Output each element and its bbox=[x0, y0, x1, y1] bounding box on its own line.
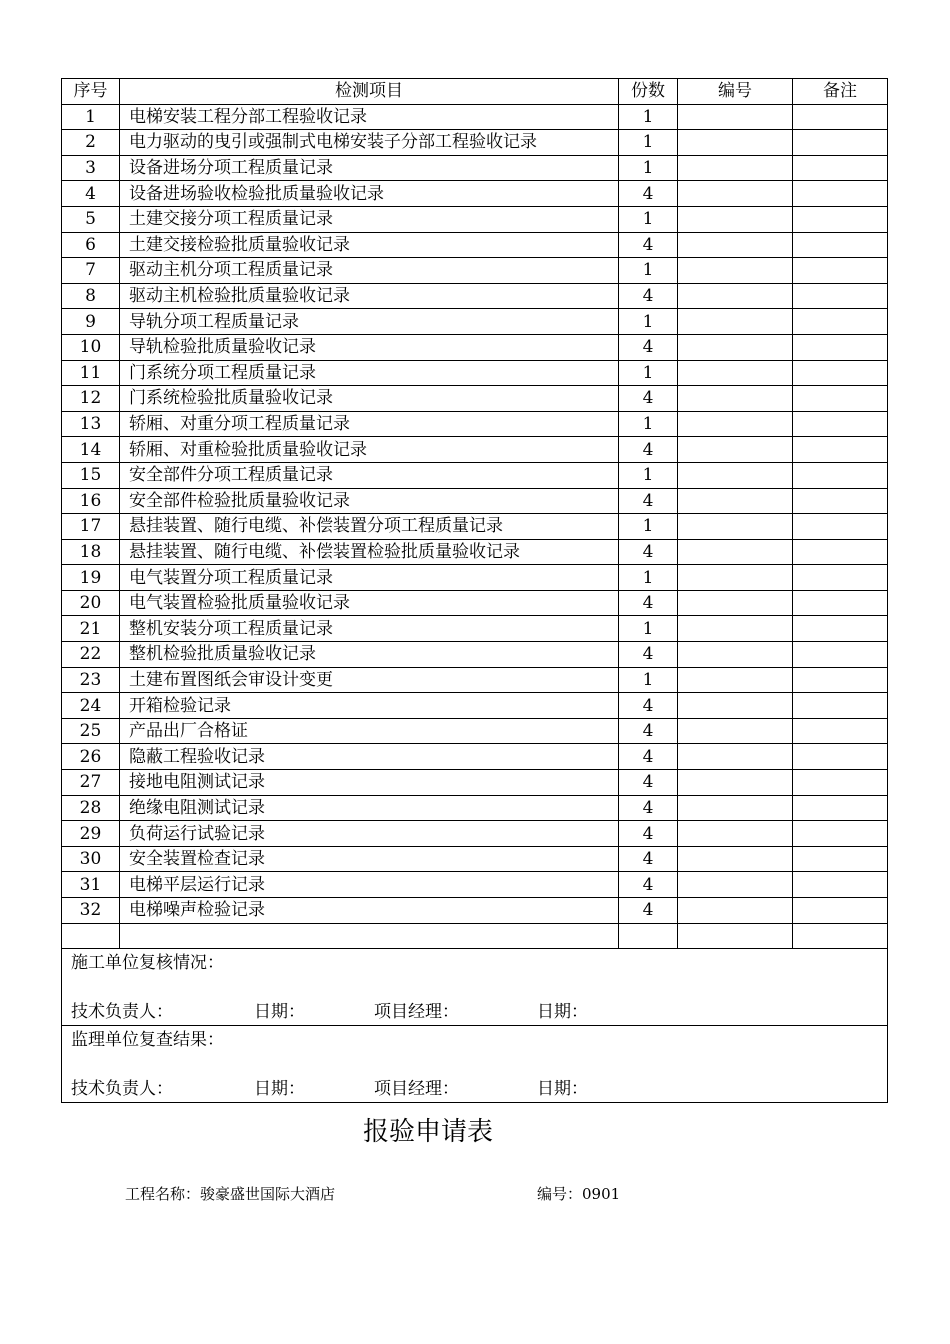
cell-number bbox=[678, 360, 793, 386]
supervision-review-row bbox=[62, 1026, 888, 1103]
cell-remark bbox=[793, 437, 888, 463]
cell-item: 开箱检验记录 bbox=[120, 693, 619, 719]
cell-seq: 25 bbox=[62, 718, 120, 744]
cell-number bbox=[678, 232, 793, 258]
cell-seq: 8 bbox=[62, 283, 120, 309]
cell-seq: 22 bbox=[62, 642, 120, 668]
cell-seq: 26 bbox=[62, 744, 120, 770]
cell-copies: 1 bbox=[619, 360, 678, 386]
cell-copies: 4 bbox=[619, 795, 678, 821]
cell-number bbox=[678, 667, 793, 693]
construction-review-title: 施工单位复核情况： bbox=[71, 953, 224, 974]
cell-remark bbox=[793, 923, 888, 949]
cell-remark bbox=[793, 590, 888, 616]
cell-remark bbox=[793, 795, 888, 821]
cell-remark bbox=[793, 104, 888, 130]
cell-remark bbox=[793, 334, 888, 360]
table-row bbox=[62, 437, 888, 463]
cell-seq: 15 bbox=[62, 462, 120, 488]
cell-item: 电梯平层运行记录 bbox=[120, 872, 619, 898]
cell-seq bbox=[62, 923, 120, 949]
cell-seq: 11 bbox=[62, 360, 120, 386]
cell-item: 安全部件分项工程质量记录 bbox=[120, 462, 619, 488]
cell-number bbox=[678, 514, 793, 540]
cell-seq: 27 bbox=[62, 770, 120, 796]
inspection-list-sheet bbox=[61, 78, 887, 1103]
cell-number bbox=[678, 104, 793, 130]
supervision-review-section bbox=[62, 1026, 888, 1103]
cell-remark bbox=[793, 206, 888, 232]
cell-item: 驱动主机分项工程质量记录 bbox=[120, 258, 619, 284]
cell-remark bbox=[793, 642, 888, 668]
cell-copies: 4 bbox=[619, 590, 678, 616]
cell-copies: 1 bbox=[619, 206, 678, 232]
table-row bbox=[62, 104, 888, 130]
table-row bbox=[62, 206, 888, 232]
supervision-date-label-1: 日期： bbox=[254, 1079, 305, 1100]
table-row bbox=[62, 488, 888, 514]
cell-remark bbox=[793, 360, 888, 386]
table-header-row bbox=[62, 79, 888, 105]
supervision-tech-lead-label: 技术负责人： bbox=[71, 1079, 173, 1100]
cell-seq: 23 bbox=[62, 667, 120, 693]
cell-copies: 4 bbox=[619, 488, 678, 514]
cell-remark bbox=[793, 565, 888, 591]
cell-item: 土建交接检验批质量验收记录 bbox=[120, 232, 619, 258]
cell-seq: 24 bbox=[62, 693, 120, 719]
cell-item: 悬挂装置、随行电缆、补偿装置分项工程质量记录 bbox=[120, 514, 619, 540]
table-row bbox=[62, 258, 888, 284]
cell-copies: 1 bbox=[619, 514, 678, 540]
cell-seq: 1 bbox=[62, 104, 120, 130]
cell-copies: 4 bbox=[619, 898, 678, 924]
cell-remark bbox=[793, 462, 888, 488]
cell-number bbox=[678, 744, 793, 770]
cell-copies: 1 bbox=[619, 411, 678, 437]
cell-number bbox=[678, 770, 793, 796]
cell-copies: 1 bbox=[619, 616, 678, 642]
table-row bbox=[62, 232, 888, 258]
cell-remark bbox=[793, 616, 888, 642]
cell-seq: 13 bbox=[62, 411, 120, 437]
cell-seq: 18 bbox=[62, 539, 120, 565]
table-row bbox=[62, 590, 888, 616]
cell-seq: 21 bbox=[62, 616, 120, 642]
table-row bbox=[62, 923, 888, 949]
cell-seq: 32 bbox=[62, 898, 120, 924]
cell-remark bbox=[793, 386, 888, 412]
cell-item bbox=[120, 923, 619, 949]
table-row bbox=[62, 718, 888, 744]
cell-number bbox=[678, 258, 793, 284]
cell-remark bbox=[793, 821, 888, 847]
table-body bbox=[62, 104, 888, 949]
header-copies: 份数 bbox=[619, 79, 678, 105]
table-row bbox=[62, 667, 888, 693]
cell-item: 整机检验批质量验收记录 bbox=[120, 642, 619, 668]
cell-remark bbox=[793, 232, 888, 258]
cell-seq: 5 bbox=[62, 206, 120, 232]
cell-number bbox=[678, 437, 793, 463]
cell-copies: 4 bbox=[619, 693, 678, 719]
cell-item: 产品出厂合格证 bbox=[120, 718, 619, 744]
construction-date-label-2: 日期： bbox=[537, 1002, 588, 1023]
header-seq: 序号 bbox=[62, 79, 120, 105]
cell-item: 设备进场验收检验批质量验收记录 bbox=[120, 181, 619, 207]
cell-remark bbox=[793, 309, 888, 335]
cell-item: 土建布置图纸会审设计变更 bbox=[120, 667, 619, 693]
cell-item: 安全部件检验批质量验收记录 bbox=[120, 488, 619, 514]
cell-item: 安全装置检查记录 bbox=[120, 846, 619, 872]
cell-item: 接地电阻测试记录 bbox=[120, 770, 619, 796]
cell-seq: 9 bbox=[62, 309, 120, 335]
cell-copies: 4 bbox=[619, 872, 678, 898]
cell-remark bbox=[793, 130, 888, 156]
cell-seq: 3 bbox=[62, 155, 120, 181]
cell-seq: 19 bbox=[62, 565, 120, 591]
cell-number bbox=[678, 821, 793, 847]
cell-number bbox=[678, 616, 793, 642]
table-row bbox=[62, 411, 888, 437]
table-row bbox=[62, 642, 888, 668]
cell-copies: 4 bbox=[619, 386, 678, 412]
construction-review-row bbox=[62, 949, 888, 1026]
cell-number bbox=[678, 462, 793, 488]
cell-item: 导轨分项工程质量记录 bbox=[120, 309, 619, 335]
cell-copies: 4 bbox=[619, 821, 678, 847]
table-row bbox=[62, 898, 888, 924]
cell-item: 轿厢、对重检验批质量验收记录 bbox=[120, 437, 619, 463]
cell-remark bbox=[793, 283, 888, 309]
cell-copies: 1 bbox=[619, 667, 678, 693]
cell-copies: 4 bbox=[619, 539, 678, 565]
cell-seq: 16 bbox=[62, 488, 120, 514]
table-row bbox=[62, 386, 888, 412]
cell-copies: 1 bbox=[619, 155, 678, 181]
cell-copies: 1 bbox=[619, 462, 678, 488]
table-row bbox=[62, 283, 888, 309]
cell-copies bbox=[619, 923, 678, 949]
cell-number bbox=[678, 181, 793, 207]
cell-seq: 28 bbox=[62, 795, 120, 821]
cell-seq: 10 bbox=[62, 334, 120, 360]
cell-seq: 7 bbox=[62, 258, 120, 284]
cell-item: 土建交接分项工程质量记录 bbox=[120, 206, 619, 232]
cell-seq: 30 bbox=[62, 846, 120, 872]
table-row bbox=[62, 309, 888, 335]
cell-number bbox=[678, 130, 793, 156]
cell-item: 整机安装分项工程质量记录 bbox=[120, 616, 619, 642]
cell-item: 电梯安装工程分部工程验收记录 bbox=[120, 104, 619, 130]
cell-number bbox=[678, 846, 793, 872]
cell-number bbox=[678, 923, 793, 949]
table-row bbox=[62, 744, 888, 770]
cell-copies: 4 bbox=[619, 846, 678, 872]
construction-review-section bbox=[62, 949, 888, 1026]
cell-seq: 17 bbox=[62, 514, 120, 540]
supervision-review-title: 监理单位复查结果： bbox=[71, 1030, 224, 1051]
cell-remark bbox=[793, 718, 888, 744]
table-row bbox=[62, 693, 888, 719]
cell-item: 电气装置检验批质量验收记录 bbox=[120, 590, 619, 616]
cell-remark bbox=[793, 770, 888, 796]
cell-number bbox=[678, 488, 793, 514]
cell-copies: 4 bbox=[619, 718, 678, 744]
cell-number bbox=[678, 411, 793, 437]
header-item: 检测项目 bbox=[120, 79, 619, 105]
cell-seq: 14 bbox=[62, 437, 120, 463]
cell-remark bbox=[793, 744, 888, 770]
cell-number bbox=[678, 206, 793, 232]
cell-number bbox=[678, 539, 793, 565]
table-row bbox=[62, 514, 888, 540]
table-row bbox=[62, 360, 888, 386]
cell-number bbox=[678, 334, 793, 360]
header-number: 编号 bbox=[678, 79, 793, 105]
cell-seq: 2 bbox=[62, 130, 120, 156]
project-name: 工程名称：骏豪盛世国际大酒店 bbox=[125, 1185, 336, 1203]
cell-number bbox=[678, 283, 793, 309]
cell-item: 设备进场分项工程质量记录 bbox=[120, 155, 619, 181]
cell-copies: 1 bbox=[619, 309, 678, 335]
table-row bbox=[62, 616, 888, 642]
cell-copies: 1 bbox=[619, 104, 678, 130]
cell-copies: 4 bbox=[619, 744, 678, 770]
cell-copies: 4 bbox=[619, 770, 678, 796]
cell-remark bbox=[793, 693, 888, 719]
construction-manager-label: 项目经理： bbox=[374, 1002, 459, 1023]
form-number: 编号：0901 bbox=[537, 1185, 621, 1203]
cell-item: 电气装置分项工程质量记录 bbox=[120, 565, 619, 591]
cell-item: 门系统检验批质量验收记录 bbox=[120, 386, 619, 412]
table-row bbox=[62, 130, 888, 156]
cell-remark bbox=[793, 846, 888, 872]
cell-number bbox=[678, 309, 793, 335]
cell-remark bbox=[793, 488, 888, 514]
header-remark: 备注 bbox=[793, 79, 888, 105]
cell-number bbox=[678, 872, 793, 898]
cell-seq: 4 bbox=[62, 181, 120, 207]
construction-tech-lead-label: 技术负责人： bbox=[71, 1002, 173, 1023]
table-row bbox=[62, 565, 888, 591]
cell-number bbox=[678, 718, 793, 744]
cell-remark bbox=[793, 155, 888, 181]
cell-copies: 4 bbox=[619, 334, 678, 360]
cell-item: 电力驱动的曳引或强制式电梯安装子分部工程验收记录 bbox=[120, 130, 619, 156]
inspection-items-table bbox=[61, 78, 888, 1103]
cell-remark bbox=[793, 872, 888, 898]
cell-remark bbox=[793, 898, 888, 924]
cell-copies: 4 bbox=[619, 232, 678, 258]
table-row bbox=[62, 770, 888, 796]
cell-copies: 4 bbox=[619, 437, 678, 463]
cell-number bbox=[678, 693, 793, 719]
table-row bbox=[62, 462, 888, 488]
table-row bbox=[62, 821, 888, 847]
cell-item: 负荷运行试验记录 bbox=[120, 821, 619, 847]
cell-seq: 6 bbox=[62, 232, 120, 258]
cell-copies: 4 bbox=[619, 181, 678, 207]
construction-date-label-1: 日期： bbox=[254, 1002, 305, 1023]
cell-number bbox=[678, 795, 793, 821]
form-title: 报验申请表 bbox=[362, 1117, 493, 1147]
cell-remark bbox=[793, 514, 888, 540]
cell-copies: 4 bbox=[619, 283, 678, 309]
cell-item: 悬挂装置、随行电缆、补偿装置检验批质量验收记录 bbox=[120, 539, 619, 565]
cell-item: 轿厢、对重分项工程质量记录 bbox=[120, 411, 619, 437]
cell-remark bbox=[793, 258, 888, 284]
cell-seq: 20 bbox=[62, 590, 120, 616]
cell-copies: 4 bbox=[619, 642, 678, 668]
cell-item: 绝缘电阻测试记录 bbox=[120, 795, 619, 821]
cell-seq: 29 bbox=[62, 821, 120, 847]
cell-item: 导轨检验批质量验收记录 bbox=[120, 334, 619, 360]
cell-remark bbox=[793, 667, 888, 693]
cell-number bbox=[678, 386, 793, 412]
cell-item: 门系统分项工程质量记录 bbox=[120, 360, 619, 386]
table-row bbox=[62, 872, 888, 898]
table-row bbox=[62, 181, 888, 207]
cell-number bbox=[678, 155, 793, 181]
cell-remark bbox=[793, 539, 888, 565]
cell-copies: 1 bbox=[619, 258, 678, 284]
construction-signature-line bbox=[71, 1000, 878, 1024]
table-row bbox=[62, 334, 888, 360]
cell-remark bbox=[793, 411, 888, 437]
cell-number bbox=[678, 590, 793, 616]
cell-number bbox=[678, 898, 793, 924]
supervision-signature-line bbox=[71, 1077, 878, 1101]
table-row bbox=[62, 155, 888, 181]
cell-item: 隐蔽工程验收记录 bbox=[120, 744, 619, 770]
table-row bbox=[62, 795, 888, 821]
cell-item: 电梯噪声检验记录 bbox=[120, 898, 619, 924]
table-row bbox=[62, 846, 888, 872]
cell-number bbox=[678, 642, 793, 668]
table-row bbox=[62, 539, 888, 565]
cell-seq: 12 bbox=[62, 386, 120, 412]
cell-remark bbox=[793, 181, 888, 207]
cell-number bbox=[678, 565, 793, 591]
supervision-date-label-2: 日期： bbox=[537, 1079, 588, 1100]
supervision-manager-label: 项目经理： bbox=[374, 1079, 459, 1100]
cell-seq: 31 bbox=[62, 872, 120, 898]
cell-copies: 1 bbox=[619, 565, 678, 591]
cell-item: 驱动主机检验批质量验收记录 bbox=[120, 283, 619, 309]
cell-copies: 1 bbox=[619, 130, 678, 156]
